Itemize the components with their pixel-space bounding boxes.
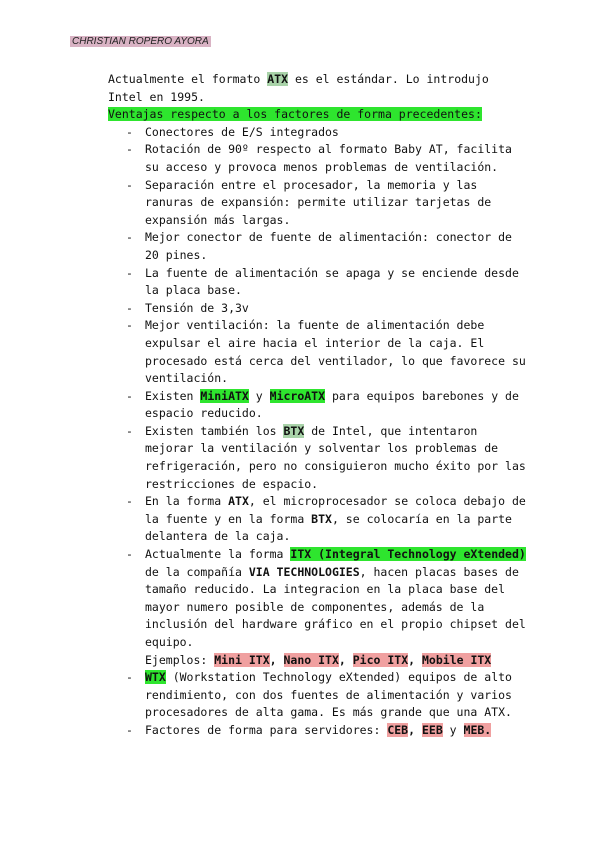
intro-text: Actualmente el formato [108, 72, 268, 86]
item-text: Existen también los [145, 423, 284, 438]
list-item [108, 300, 528, 318]
item-text: de la compañía [145, 564, 249, 579]
advantages-list [108, 124, 528, 740]
item-text: y [442, 722, 464, 737]
separator: , [269, 652, 284, 667]
advantages-heading [108, 106, 528, 124]
item-text: La fuente de alimentación se apaga y se enciende desde la placa base. [145, 265, 519, 298]
list-item [108, 229, 528, 264]
item-text: Mejor ventilación: la fuente de alimentación debe expulsar el aire hacia el interior de la caja. El procesado está cerca del ventilador, lo que favorece su ventilación. [145, 318, 526, 386]
list-item [108, 141, 528, 176]
eeb-highlight: EEB [421, 722, 443, 737]
item-text: Rotación de 90º respecto al formato Baby AT, facilita su acceso y provoca menos problemas de ventilación. [145, 142, 512, 174]
item-text: En la forma [145, 494, 229, 509]
microatx-highlight: MicroATX [269, 388, 326, 403]
item-text: Tensión de 3,3v [145, 300, 249, 315]
example-pico-itx: Pico ITX [352, 652, 409, 667]
item-text: Conectores de E/S integrados [145, 124, 339, 139]
item-text: y [248, 388, 270, 403]
meb-highlight: MEB. [463, 722, 492, 737]
miniatx-highlight: MiniATX [200, 388, 249, 403]
example-mini-itx: Mini ITX [214, 652, 270, 667]
examples-label: Ejemplos: [145, 652, 215, 667]
intro-text-2: es el estándar. Lo introdujo Intel en 1995. [108, 72, 489, 104]
ceb-highlight: CEB [387, 722, 409, 737]
separator: , [408, 652, 422, 667]
item-text: de Intel, que intentaron mejorar la ventilación y solventar los problemas de refrigeración, pero no consiguieron mucho éxito por las restricciones de espacio. [145, 423, 526, 491]
list-item [108, 669, 528, 722]
document-body [108, 71, 528, 740]
item-text: , se colocaría en la parte delantera de la caja. [145, 511, 512, 544]
list-item [108, 317, 528, 387]
atx-bold: ATX [228, 494, 249, 509]
item-text: Existen [145, 388, 201, 403]
itx-highlight: ITX (Integral Technology eXtended) [290, 547, 526, 562]
item-text: , el microprocesador se coloca debajo de la fuente y en la forma [145, 494, 526, 526]
via-bold: VIA TECHNOLOGIES [248, 564, 360, 579]
item-text: Separación entre el procesador, la memoria y las ranuras de expansión: permite utilizar tarjetas de expansión más largas. [145, 177, 492, 227]
list-item [108, 722, 528, 740]
separator: , [338, 652, 353, 667]
example-mobile-itx: Mobile ITX [422, 652, 492, 667]
list-item [108, 388, 528, 423]
btx-highlight: BTX [283, 423, 305, 438]
item-text: Actualmente la forma [145, 547, 291, 562]
intro-paragraph [108, 71, 528, 106]
atx-highlight: ATX [267, 72, 289, 86]
list-item [108, 265, 528, 300]
list-item [108, 177, 528, 230]
list-item [108, 546, 528, 669]
item-text: para equipos barebones y de espacio reducido. [145, 388, 519, 421]
list-item [108, 423, 528, 493]
item-text: (Workstation Technology eXtended) equipos de alto rendimiento, con dos fuentes de alimentación y varios procesadores de alta gama. Es más grande que una ATX. [145, 670, 512, 720]
example-nano-itx: Nano ITX [283, 652, 339, 667]
item-text: Mejor conector de fuente de alimentación: conector de 20 pines. [145, 230, 512, 262]
btx-bold: BTX [311, 511, 332, 526]
list-item [108, 124, 528, 142]
page-header-author: CHRISTIAN ROPERO AYORA [72, 36, 209, 47]
separator: , [408, 722, 422, 737]
item-text: , hacen placas bases de tamaño reducido. La integracion en la placa base del mayor numero posible de componentes, además de la inclusión del hardware gráfico en el propio chipset del equipo. [145, 564, 526, 649]
wtx-highlight: WTX [145, 670, 166, 685]
list-item [108, 493, 528, 546]
item-text: Factores de forma para servidores: [145, 722, 388, 737]
advantages-title: Ventajas respecto a los factores de forma precedentes: [108, 107, 482, 122]
